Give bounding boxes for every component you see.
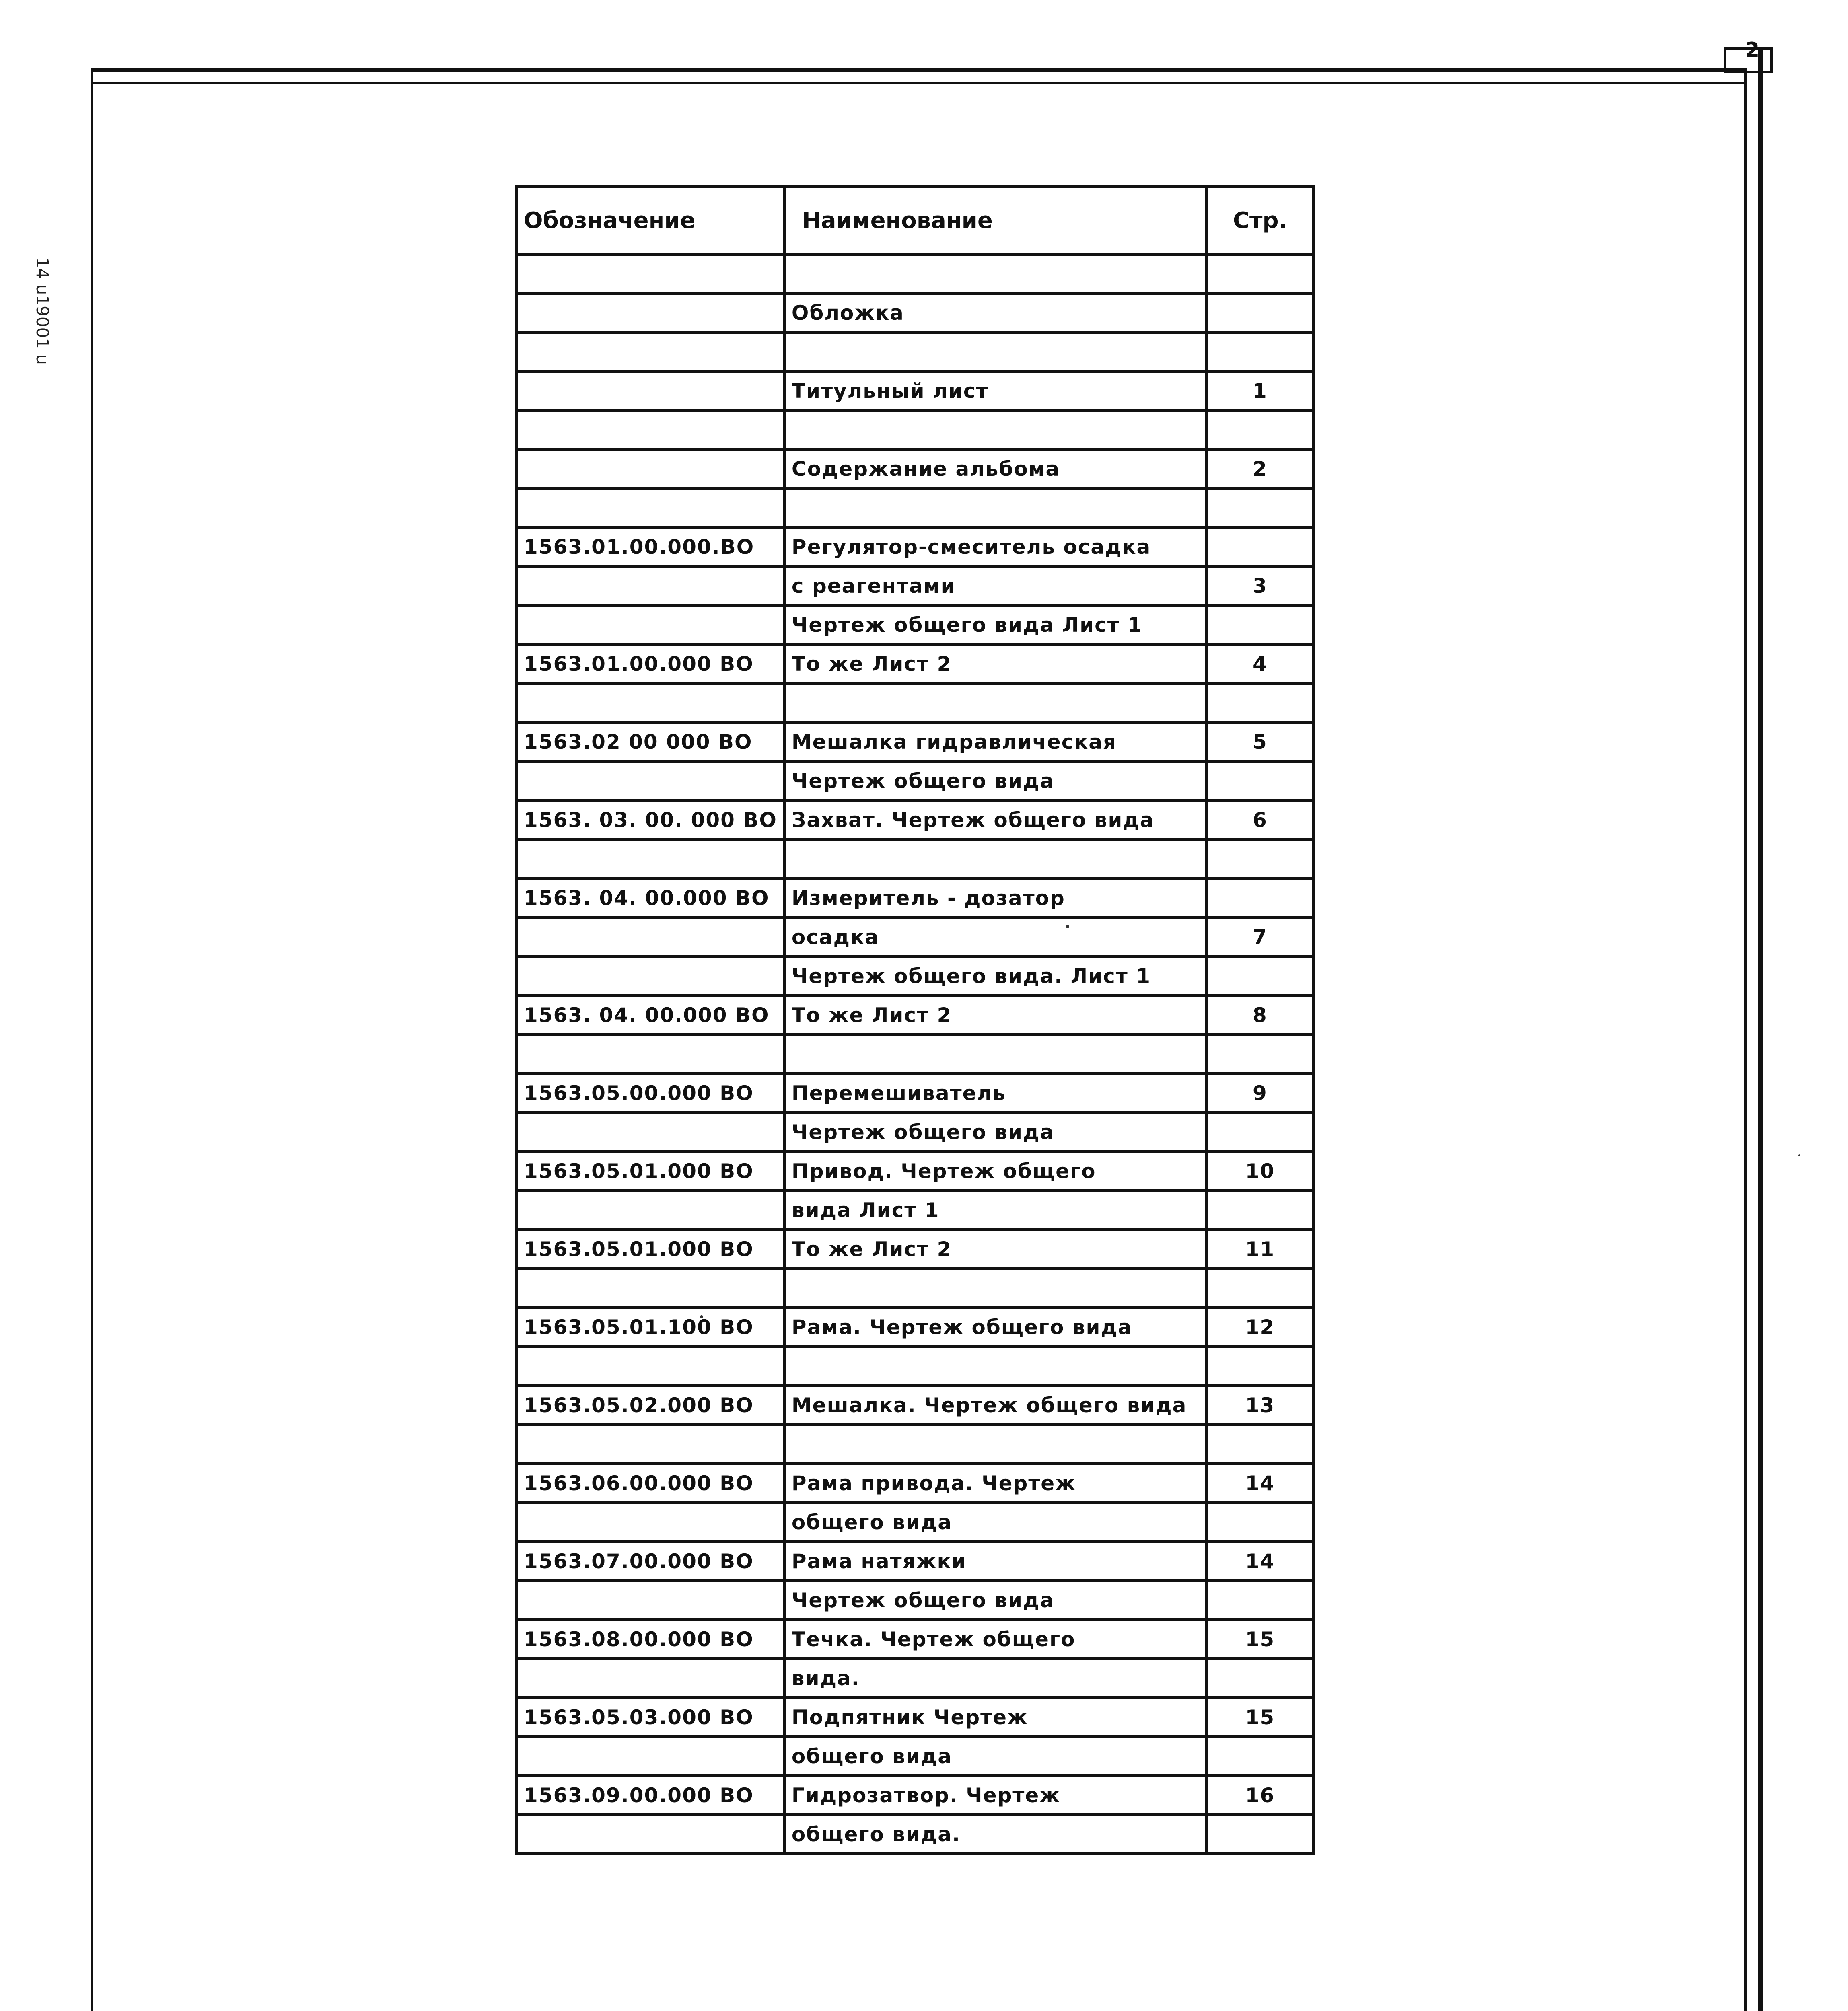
page-cell: 5 xyxy=(1207,722,1313,761)
name-cell xyxy=(784,332,1207,371)
code-cell xyxy=(517,488,784,527)
code-cell xyxy=(517,1269,784,1308)
frame-top-inner-border xyxy=(93,82,1746,84)
table-row xyxy=(517,722,1313,761)
scan-speck xyxy=(1798,1154,1800,1156)
name-cell: осадка xyxy=(784,917,1207,956)
page-cell: 11 xyxy=(1207,1230,1313,1269)
name-cell: Чертеж общего вида xyxy=(784,1581,1207,1620)
code-cell xyxy=(517,683,784,722)
page-cell xyxy=(1207,1425,1313,1464)
page-cell xyxy=(1207,761,1313,800)
name-cell: Измеритель - дозатор xyxy=(784,878,1207,917)
code-cell: 1563.02 00 000 ВО xyxy=(517,722,784,761)
table-row xyxy=(517,1425,1313,1464)
code-cell: 1563. 04. 00.000 ВО xyxy=(517,995,784,1034)
name-cell: Чертеж общего вида xyxy=(784,761,1207,800)
code-cell: 1563.01.00.000.ВО xyxy=(517,527,784,566)
page-cell xyxy=(1207,410,1313,449)
table-row xyxy=(517,410,1313,449)
page-cell xyxy=(1207,1269,1313,1308)
page-cell: 8 xyxy=(1207,995,1313,1034)
name-cell: Обложка xyxy=(784,293,1207,332)
page-cell xyxy=(1207,605,1313,644)
page-cell: 15 xyxy=(1207,1698,1313,1737)
code-cell xyxy=(517,1347,784,1386)
table-row xyxy=(517,1269,1313,1308)
table-row xyxy=(517,566,1313,605)
code-cell xyxy=(517,410,784,449)
page-cell: 14 xyxy=(1207,1542,1313,1581)
table-row xyxy=(517,1308,1313,1347)
table-row xyxy=(517,1386,1313,1425)
code-cell: 1563.08.00.000 ВО xyxy=(517,1620,784,1659)
code-cell: 1563.05.01.000 ВО xyxy=(517,1151,784,1191)
page-cell: 16 xyxy=(1207,1776,1313,1815)
table-row xyxy=(517,1034,1313,1073)
page-cell: 3 xyxy=(1207,566,1313,605)
page-cell xyxy=(1207,1112,1313,1151)
name-cell xyxy=(784,1034,1207,1073)
table-row xyxy=(517,371,1313,410)
code-cell: 1563.05.03.000 ВО xyxy=(517,1698,784,1737)
table-row xyxy=(517,1073,1313,1112)
name-cell: То же Лист 2 xyxy=(784,644,1207,683)
name-cell: То же Лист 2 xyxy=(784,995,1207,1034)
name-cell: Чертеж общего вида Лист 1 xyxy=(784,605,1207,644)
table-row xyxy=(517,1620,1313,1659)
page-cell xyxy=(1207,1659,1313,1698)
table-row xyxy=(517,1464,1313,1503)
table-row xyxy=(517,449,1313,488)
code-cell: 1563.09.00.000 ВО xyxy=(517,1776,784,1815)
code-cell xyxy=(517,917,784,956)
sheet-number: 2 xyxy=(1745,38,1760,62)
name-cell: Рама привода. Чертеж xyxy=(784,1464,1207,1503)
code-cell xyxy=(517,956,784,995)
name-cell xyxy=(784,683,1207,722)
table-row xyxy=(517,1815,1313,1854)
frame-top-border xyxy=(93,68,1746,72)
code-cell xyxy=(517,1737,784,1776)
table-row xyxy=(517,1151,1313,1191)
name-cell: Рама. Чертеж общего вида xyxy=(784,1308,1207,1347)
code-cell xyxy=(517,293,784,332)
page-cell xyxy=(1207,254,1313,293)
page-cell: 13 xyxy=(1207,1386,1313,1425)
header-name: Наименование xyxy=(784,187,1207,254)
code-cell: 1563.05.00.000 ВО xyxy=(517,1073,784,1112)
page-cell xyxy=(1207,1347,1313,1386)
frame-left-border xyxy=(91,68,93,2011)
name-cell: общего вида xyxy=(784,1503,1207,1542)
code-cell xyxy=(517,1112,784,1151)
code-cell xyxy=(517,605,784,644)
code-cell: 1563.07.00.000 ВО xyxy=(517,1542,784,1581)
table-row xyxy=(517,683,1313,722)
header-page: Стр. xyxy=(1207,187,1313,254)
page-cell xyxy=(1207,1034,1313,1073)
name-cell: вида Лист 1 xyxy=(784,1191,1207,1230)
code-cell: 1563. 03. 00. 000 ВО xyxy=(517,800,784,839)
page-cell: 6 xyxy=(1207,800,1313,839)
name-cell: Мешалка. Чертеж общего вида xyxy=(784,1386,1207,1425)
name-cell: Титульный лист xyxy=(784,371,1207,410)
page-cell xyxy=(1207,839,1313,878)
table-row xyxy=(517,1659,1313,1698)
code-cell xyxy=(517,332,784,371)
contents-table xyxy=(515,185,1315,1855)
page-cell xyxy=(1207,332,1313,371)
code-cell xyxy=(517,1191,784,1230)
page-cell: 14 xyxy=(1207,1464,1313,1503)
code-cell xyxy=(517,1815,784,1854)
page-cell xyxy=(1207,1503,1313,1542)
code-cell: 1563.05.01.000 ВО xyxy=(517,1230,784,1269)
table-row xyxy=(517,761,1313,800)
page-cell xyxy=(1207,293,1313,332)
name-cell: Привод. Чертеж общего xyxy=(784,1151,1207,1191)
name-cell xyxy=(784,1425,1207,1464)
name-cell: Чертеж общего вида. Лист 1 xyxy=(784,956,1207,995)
frame-right-outer-border xyxy=(1758,48,1763,2011)
name-cell: с реагентами xyxy=(784,566,1207,605)
name-cell: То же Лист 2 xyxy=(784,1230,1207,1269)
page-cell xyxy=(1207,1581,1313,1620)
page-cell: 1 xyxy=(1207,371,1313,410)
table-header-row xyxy=(517,187,1313,254)
code-cell: 1563.05.01.100 ВО xyxy=(517,1308,784,1347)
page-cell: 7 xyxy=(1207,917,1313,956)
page-cell: 9 xyxy=(1207,1073,1313,1112)
table-row xyxy=(517,1230,1313,1269)
name-cell: Регулятор-смеситель осадка xyxy=(784,527,1207,566)
code-cell: 1563.06.00.000 ВО xyxy=(517,1464,784,1503)
name-cell xyxy=(784,839,1207,878)
code-cell xyxy=(517,371,784,410)
table-row xyxy=(517,644,1313,683)
name-cell xyxy=(784,1347,1207,1386)
name-cell: Захват. Чертеж общего вида xyxy=(784,800,1207,839)
code-cell xyxy=(517,761,784,800)
header-designation: Обозначение xyxy=(517,187,784,254)
table-row xyxy=(517,1581,1313,1620)
page-cell: 10 xyxy=(1207,1151,1313,1191)
table-row xyxy=(517,1776,1313,1815)
contents-body xyxy=(517,254,1313,1854)
name-cell: общего вида xyxy=(784,1737,1207,1776)
code-cell: 1563. 04. 00.000 ВО xyxy=(517,878,784,917)
name-cell: Подпятник Чертеж xyxy=(784,1698,1207,1737)
page-cell xyxy=(1207,878,1313,917)
code-cell xyxy=(517,449,784,488)
code-cell xyxy=(517,1425,784,1464)
code-cell xyxy=(517,254,784,293)
table-row xyxy=(517,332,1313,371)
code-cell: 1563.05.02.000 ВО xyxy=(517,1386,784,1425)
table-row xyxy=(517,1698,1313,1737)
table-row xyxy=(517,488,1313,527)
table-row xyxy=(517,839,1313,878)
page-cell: 15 xyxy=(1207,1620,1313,1659)
margin-label: 14 u19001 u xyxy=(33,257,52,365)
table-row xyxy=(517,527,1313,566)
table-row xyxy=(517,956,1313,995)
page-cell: 4 xyxy=(1207,644,1313,683)
table-row xyxy=(517,1503,1313,1542)
table-row xyxy=(517,1737,1313,1776)
name-cell: Мешалка гидравлическая xyxy=(784,722,1207,761)
table-row xyxy=(517,995,1313,1034)
page-cell xyxy=(1207,1815,1313,1854)
code-cell xyxy=(517,1581,784,1620)
table-row xyxy=(517,1112,1313,1151)
table-row xyxy=(517,293,1313,332)
page-cell xyxy=(1207,956,1313,995)
name-cell: Чертеж общего вида xyxy=(784,1112,1207,1151)
name-cell: общего вида. xyxy=(784,1815,1207,1854)
name-cell xyxy=(784,410,1207,449)
name-cell: Рама натяжки xyxy=(784,1542,1207,1581)
table-row xyxy=(517,254,1313,293)
name-cell: Перемешиватель xyxy=(784,1073,1207,1112)
page-cell xyxy=(1207,1191,1313,1230)
name-cell xyxy=(784,254,1207,293)
table-row xyxy=(517,917,1313,956)
page-cell xyxy=(1207,683,1313,722)
code-cell xyxy=(517,1503,784,1542)
code-cell xyxy=(517,839,784,878)
page-cell xyxy=(1207,527,1313,566)
name-cell: вида. xyxy=(784,1659,1207,1698)
table-row xyxy=(517,605,1313,644)
name-cell: Течка. Чертеж общего xyxy=(784,1620,1207,1659)
page-cell xyxy=(1207,488,1313,527)
name-cell xyxy=(784,1269,1207,1308)
page-cell: 2 xyxy=(1207,449,1313,488)
table-row xyxy=(517,1542,1313,1581)
name-cell: Содержание альбома xyxy=(784,449,1207,488)
table-row xyxy=(517,878,1313,917)
code-cell xyxy=(517,566,784,605)
table-row xyxy=(517,1347,1313,1386)
frame-right-border xyxy=(1744,68,1747,2011)
code-cell: 1563.01.00.000 ВО xyxy=(517,644,784,683)
code-cell xyxy=(517,1034,784,1073)
table-row xyxy=(517,800,1313,839)
page-cell xyxy=(1207,1737,1313,1776)
name-cell xyxy=(784,488,1207,527)
name-cell: Гидрозатвор. Чертеж xyxy=(784,1776,1207,1815)
page-cell: 12 xyxy=(1207,1308,1313,1347)
code-cell xyxy=(517,1659,784,1698)
table-row xyxy=(517,1191,1313,1230)
